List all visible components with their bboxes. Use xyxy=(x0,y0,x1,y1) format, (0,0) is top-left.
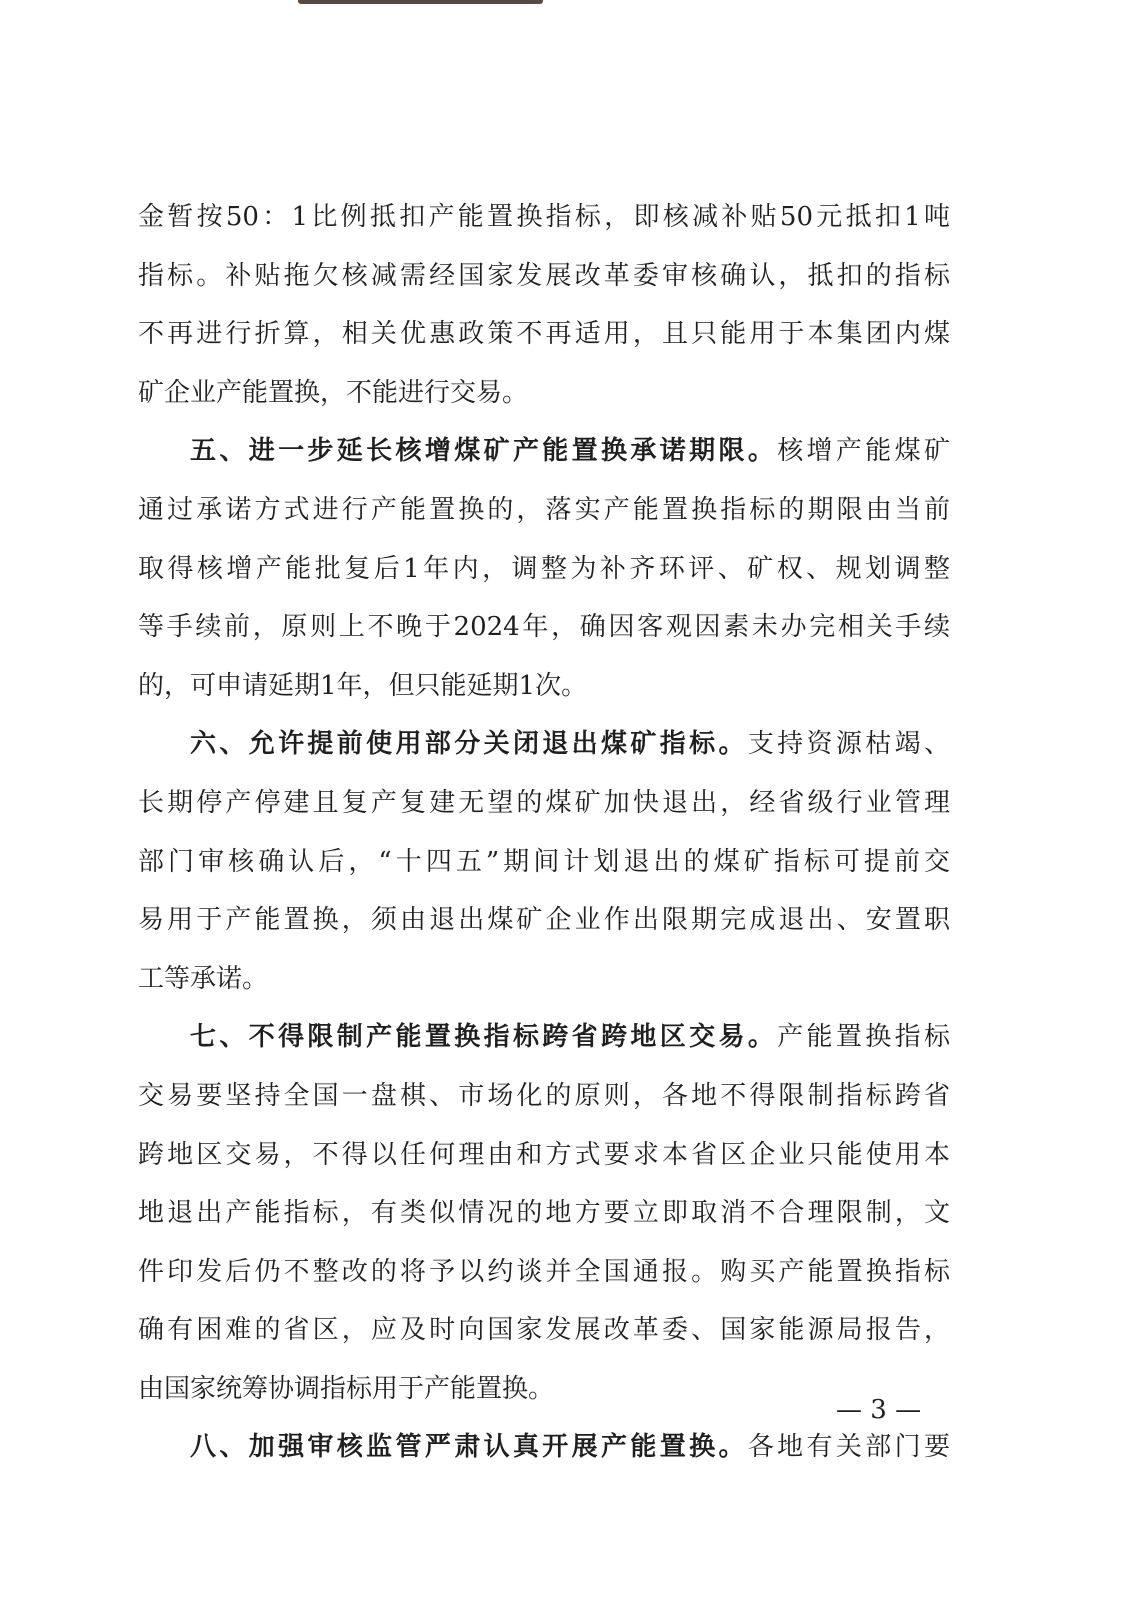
text-run: 核增产能煤矿 xyxy=(777,436,950,467)
text-line: 确有困难的省区，应及时向国家发展改革委、国家能源局报告， xyxy=(138,1315,950,1346)
paragraph-continuation xyxy=(138,188,950,422)
text-line: 件印发后仍不整改的将予以约谈并全国通报。购买产能置换指标 xyxy=(138,1256,950,1287)
text-run: 各地有关部门要 xyxy=(747,1432,950,1463)
text-line: 地退出产能指标，有类似情况的地方要立即取消不合理限制，文 xyxy=(138,1198,950,1229)
text-line xyxy=(138,1418,950,1477)
section-heading: 五、进一步延长核增煤矿产能置换承诺期限。 xyxy=(190,436,778,467)
text-line xyxy=(138,715,950,774)
text-line: 跨地区交易，不得以任何理由和方式要求本省区企业只能使用本 xyxy=(138,1139,950,1170)
text-line xyxy=(138,1008,950,1067)
page-number: — 3 — xyxy=(836,1395,922,1425)
section-heading: 八、加强审核监管严肃认真开展产能置换。 xyxy=(190,1432,748,1463)
section-heading: 六、允许提前使用部分关闭退出煤矿指标。 xyxy=(190,729,748,760)
text-line: 部门审核确认后，“十四五”期间计划退出的煤矿指标可提前交 xyxy=(138,846,950,877)
text-line: 金暂按50：1比例抵扣产能置换指标，即核减补贴50元抵扣1吨 xyxy=(138,202,950,232)
section-heading: 七、不得限制产能置换指标跨省跨地区交易。 xyxy=(190,1022,778,1053)
text-run: 产能置换指标 xyxy=(777,1022,950,1053)
text-line: 取得核增产能批复后1年内，调整为补齐环评、矿权、规划调整 xyxy=(138,553,950,584)
text-line: 等手续前，原则上不晚于2024年，确因客观因素未办完相关手续 xyxy=(138,612,950,643)
document-body xyxy=(138,188,950,1477)
paragraph-section-6 xyxy=(138,715,950,1008)
paragraph-section-5 xyxy=(138,422,950,715)
text-line: 易用于产能置换，须由退出煤矿企业作出限期完成退出、安置职 xyxy=(138,905,950,936)
text-line: 交易要坚持全国一盘棋、市场化的原则，各地不得限制指标跨省 xyxy=(138,1080,950,1111)
text-line: 不再进行折算，相关优惠政策不再适用，且只能用于本集团内煤 xyxy=(138,319,950,350)
scan-edge-mark xyxy=(298,0,543,4)
text-line: 通过承诺方式进行产能置换的，落实产能置换指标的期限由当前 xyxy=(138,494,950,525)
paragraph-section-7 xyxy=(138,1008,950,1418)
text-run: 支持资源枯竭、 xyxy=(747,729,950,760)
text-line: 工等承诺。 xyxy=(138,963,269,994)
paragraph-section-8 xyxy=(138,1418,950,1477)
text-line: 指标。补贴拖欠核减需经国家发展改革委审核确认，抵扣的指标 xyxy=(138,260,950,291)
text-line: 由国家统筹协调指标用于产能置换。 xyxy=(138,1373,555,1404)
text-line: 的，可申请延期1年，但只能延期1次。 xyxy=(138,670,588,701)
text-line: 长期停产停建且复产复建无望的煤矿加快退出，经省级行业管理 xyxy=(138,787,950,818)
text-line: 矿企业产能置换，不能进行交易。 xyxy=(138,377,529,408)
text-line xyxy=(138,422,950,481)
